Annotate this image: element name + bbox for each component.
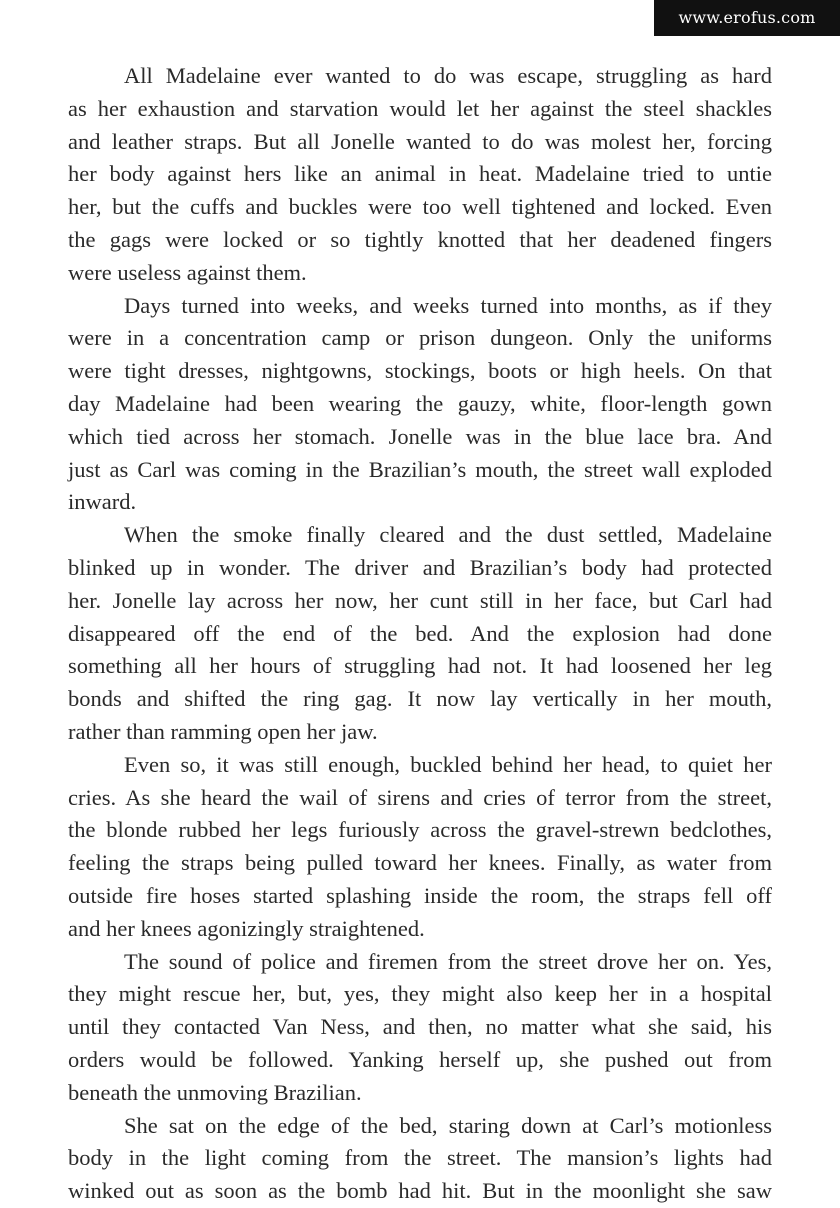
text-line: and her knees agonizingly straightened. (68, 915, 425, 941)
text-line: disappeared off the end of the bed. And the explosion had done (68, 620, 772, 646)
text-line: outside fire hoses started splashing inside the room, the straps fell off (68, 882, 772, 908)
text-line: as her exhaustion and starvation would let her against the steel shackles (68, 95, 772, 121)
text-line: rather than ramming open her jaw. (68, 718, 378, 744)
text-line: winked out as soon as the bomb had hit. But in the moonlight she saw (68, 1178, 772, 1204)
paragraph (68, 749, 772, 946)
text-line: cries. As she heard the wail of sirens and cries of terror from the street, (68, 784, 772, 810)
text-line: feeling the straps being pulled toward her knees. Finally, as water from (68, 850, 772, 876)
text-line: were tight dresses, nightgowns, stockings, boots or high heels. On that (68, 358, 772, 384)
text-line: blinked up in wonder. The driver and Brazilian’s body had protected (68, 554, 772, 580)
text-line: All Madelaine ever wanted to do was escape, struggling as hard (124, 63, 772, 88)
text-line: were useless against them. (68, 259, 307, 285)
text-line: inward. (68, 489, 137, 515)
text-line: and leather straps. But all Jonelle wanted to do was molest her, forcing (68, 128, 772, 154)
text-line: Even so, it was still enough, buckled behind her head, to quiet her (124, 751, 772, 777)
text-line: her. Jonelle lay across her now, her cunt still in her face, but Carl had (68, 587, 772, 613)
text-line: her, but the cuffs and buckles were too well tightened and locked. Even (68, 194, 772, 220)
text-line: When the smoke finally cleared and the dust settled, Madelaine (124, 522, 772, 548)
paragraph (68, 290, 772, 520)
text-line: her body against hers like an animal in heat. Madelaine tried to untie (68, 161, 772, 187)
text-line: something all her hours of struggling had not. It had loosened her leg (68, 653, 772, 679)
page-body-text (68, 60, 772, 1208)
site-watermark: www.erofus.com (654, 0, 840, 36)
paragraph (68, 1110, 772, 1208)
text-line: day Madelaine had been wearing the gauzy, white, floor-length gown (68, 390, 772, 416)
paragraph (68, 519, 772, 749)
text-line: were in a concentration camp or prison dungeon. Only the uniforms (68, 325, 772, 351)
text-line: until they contacted Van Ness, and then, no matter what she said, his (68, 1014, 772, 1040)
text-line: they might rescue her, but, yes, they might also keep her in a hospital (68, 981, 772, 1007)
paragraph (68, 60, 772, 290)
text-line: orders would be followed. Yanking herself up, she pushed out from (68, 1046, 772, 1072)
text-line: which tied across her stomach. Jonelle was in the blue lace bra. And (68, 423, 772, 449)
text-line: the blonde rubbed her legs furiously across the gravel-strewn bedclothes, (68, 817, 772, 843)
text-line: beneath the unmoving Brazilian. (68, 1079, 362, 1105)
text-line: bonds and shifted the ring gag. It now lay vertically in her mouth, (68, 686, 772, 712)
text-line: The sound of police and firemen from the street drove her on. Yes, (124, 948, 772, 974)
paragraph (68, 946, 772, 1110)
text-line: the gags were locked or so tightly knotted that her deadened fingers (68, 226, 772, 252)
text-line: Days turned into weeks, and weeks turned into months, as if they (124, 292, 772, 318)
text-line: just as Carl was coming in the Brazilian’s mouth, the street wall exploded (68, 456, 772, 482)
text-line: She sat on the edge of the bed, staring down at Carl’s motionless (124, 1112, 772, 1138)
text-line: body in the light coming from the street. The mansion’s lights had (68, 1145, 772, 1171)
